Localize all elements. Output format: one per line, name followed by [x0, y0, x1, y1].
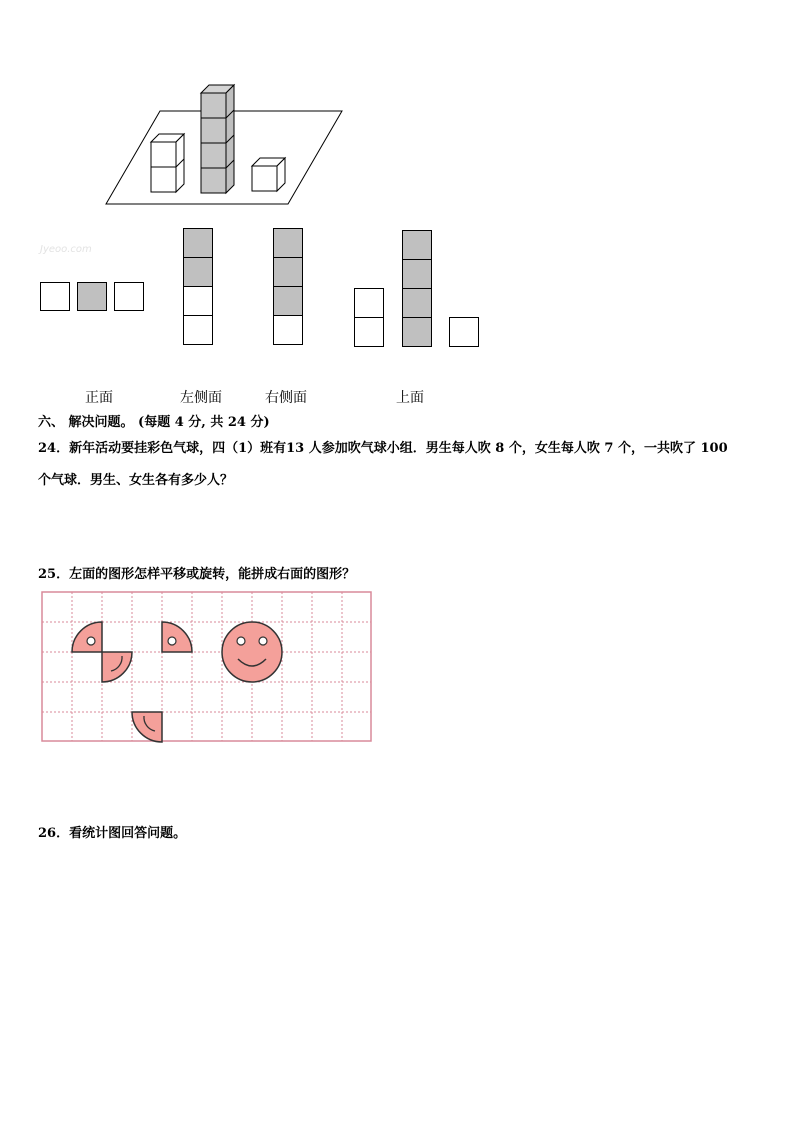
- front-square-1: [40, 282, 70, 311]
- top-square-4: [402, 259, 432, 289]
- top-square-2: [354, 317, 384, 347]
- front-square-2: [77, 282, 107, 311]
- label-left: 左侧面: [180, 390, 222, 406]
- cube-arrangement-figure: [100, 80, 350, 210]
- question-26-text: 26．看统计图回答问题。: [38, 826, 187, 841]
- left-square-4: [183, 315, 213, 345]
- label-front: 正面: [85, 390, 113, 406]
- top-square-5: [402, 288, 432, 318]
- right-square-2: [273, 257, 303, 287]
- top-square-7: [449, 317, 479, 347]
- label-top: 上面: [396, 390, 424, 406]
- stack-two-cubes: [151, 134, 184, 192]
- watermark: Jyeoo.com: [40, 244, 92, 255]
- top-square-6: [402, 317, 432, 347]
- grid-border: [42, 592, 371, 741]
- single-cube: [252, 158, 285, 191]
- right-square-1: [273, 228, 303, 258]
- top-square-1: [354, 288, 384, 318]
- piece-quarter-bottom-left: [132, 712, 162, 742]
- piece-quarter-top-left: [72, 622, 102, 652]
- right-square-4: [273, 315, 303, 345]
- question-25-figure: [40, 591, 373, 743]
- question-24-line-2: 个气球．男生、女生各有多少人？: [38, 473, 234, 488]
- left-square-2: [183, 257, 213, 287]
- question-25-text: 25．左面的图形怎样平移或旋转，能拼成右面的图形？: [38, 567, 356, 582]
- top-square-3: [402, 230, 432, 260]
- piece-quarter-bottom-right: [102, 652, 132, 682]
- stack-four-cubes: [201, 85, 234, 193]
- right-square-3: [273, 286, 303, 316]
- piece-quarter-top-right: [162, 622, 192, 652]
- question-24-line-1: 24．新年活动要挂彩色气球，四（1）班有13 人参加吹气球小组．男生每人吹 8 个，女生每人吹 7 个，一共吹了 100: [38, 441, 728, 456]
- section-heading: 六、 解决问题。 (每题 4 分, 共 24 分): [38, 415, 270, 430]
- left-square-1: [183, 228, 213, 258]
- label-right: 右侧面: [265, 390, 307, 406]
- front-square-3: [114, 282, 144, 311]
- smiley-face-icon: [222, 622, 282, 682]
- left-square-3: [183, 286, 213, 316]
- grid-lines: [42, 592, 371, 741]
